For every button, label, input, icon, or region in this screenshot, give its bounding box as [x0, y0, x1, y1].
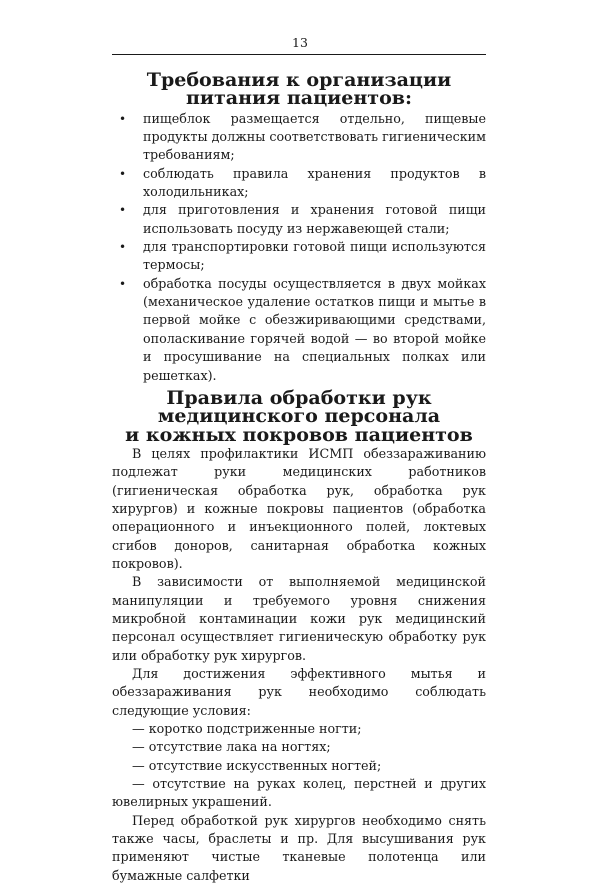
nutrition-requirements-list — [112, 110, 486, 385]
bullet-icon: • — [119, 240, 127, 255]
list-item-text: соблюдать правила хранения продуктов в холодильниках; — [143, 165, 486, 200]
condition-item: — отсутствие на руках колец, перстней и других ювелирных украшений. — [112, 776, 486, 810]
condition-item: — отсутствие лака на ногтях; — [132, 739, 331, 755]
bullet-icon: • — [119, 276, 127, 291]
paragraph: Перед обработкой рук хирургов необходимо снять также часы, браслеты и пр. Для высушивания рук применяют чистые тканевые полотенца или бумажные салфетки — [112, 812, 486, 883]
bullet-icon: • — [119, 203, 127, 218]
list-item — [112, 275, 486, 385]
page-number: 13 — [292, 35, 308, 50]
list-item — [112, 238, 486, 275]
list-item-text: пищеблок размещается отдельно, пищевые продукты должны соответствовать гигиеническим требованиям; — [143, 110, 486, 163]
condition-item: — отсутствие искусственных ногтей; — [132, 757, 382, 773]
heading-line: и кожных покровов пациентов — [125, 423, 473, 446]
list-item — [112, 165, 486, 202]
section-heading-nutrition: Требования к организации питания пациентов: — [146, 69, 452, 110]
list-item — [112, 110, 486, 165]
condition-item: — коротко подстриженные ногти; — [132, 721, 362, 737]
bullet-icon: • — [119, 111, 127, 126]
list-item-text: для приготовления и хранения готовой пищи использовать посуду из нержавеющей стали; — [143, 202, 486, 236]
paragraph: В целях профилактики ИСМП обеззараживанию подлежат руки медицинских работников (гигиеническая обработка рук, обработка рук хирургов) и кожные покровы пациентов (обработка операционного и инъекционного полей, локтевых сгибов доноров, санитарная обработка кожных покровов). — [112, 445, 486, 571]
header-rule — [112, 54, 486, 55]
list-item — [112, 201, 486, 238]
paragraph: Для достижения эффективного мытья и обеззараживания рук необходимо соблюдать следующие условия: — [112, 666, 486, 718]
bullet-icon: • — [119, 166, 127, 181]
page-content — [112, 71, 486, 885]
list-item-text: для транспортировки готовой пищи используются термосы; — [143, 239, 486, 273]
heading-line: Правила обработки рук медицинского персонала — [157, 386, 441, 428]
list-item-text: обработка посуды осуществляется в двух мойках (механическое удаление остатков пищи и мытье в первой мойке с обезжиривающими средствами, ополаскивание горячей водой — во второй мойке и просушивание на специальных полках или решетках). — [143, 275, 486, 383]
section-heading-hand-treatment — [112, 386, 486, 446]
paragraph: В зависимости от выполняемой медицинской манипуляции и требуемого уровня снижения микробной контаминации кожи рук медицинский персонал осуществляет гигиеническую обработку рук или обработку рук хирургов. — [112, 574, 486, 663]
